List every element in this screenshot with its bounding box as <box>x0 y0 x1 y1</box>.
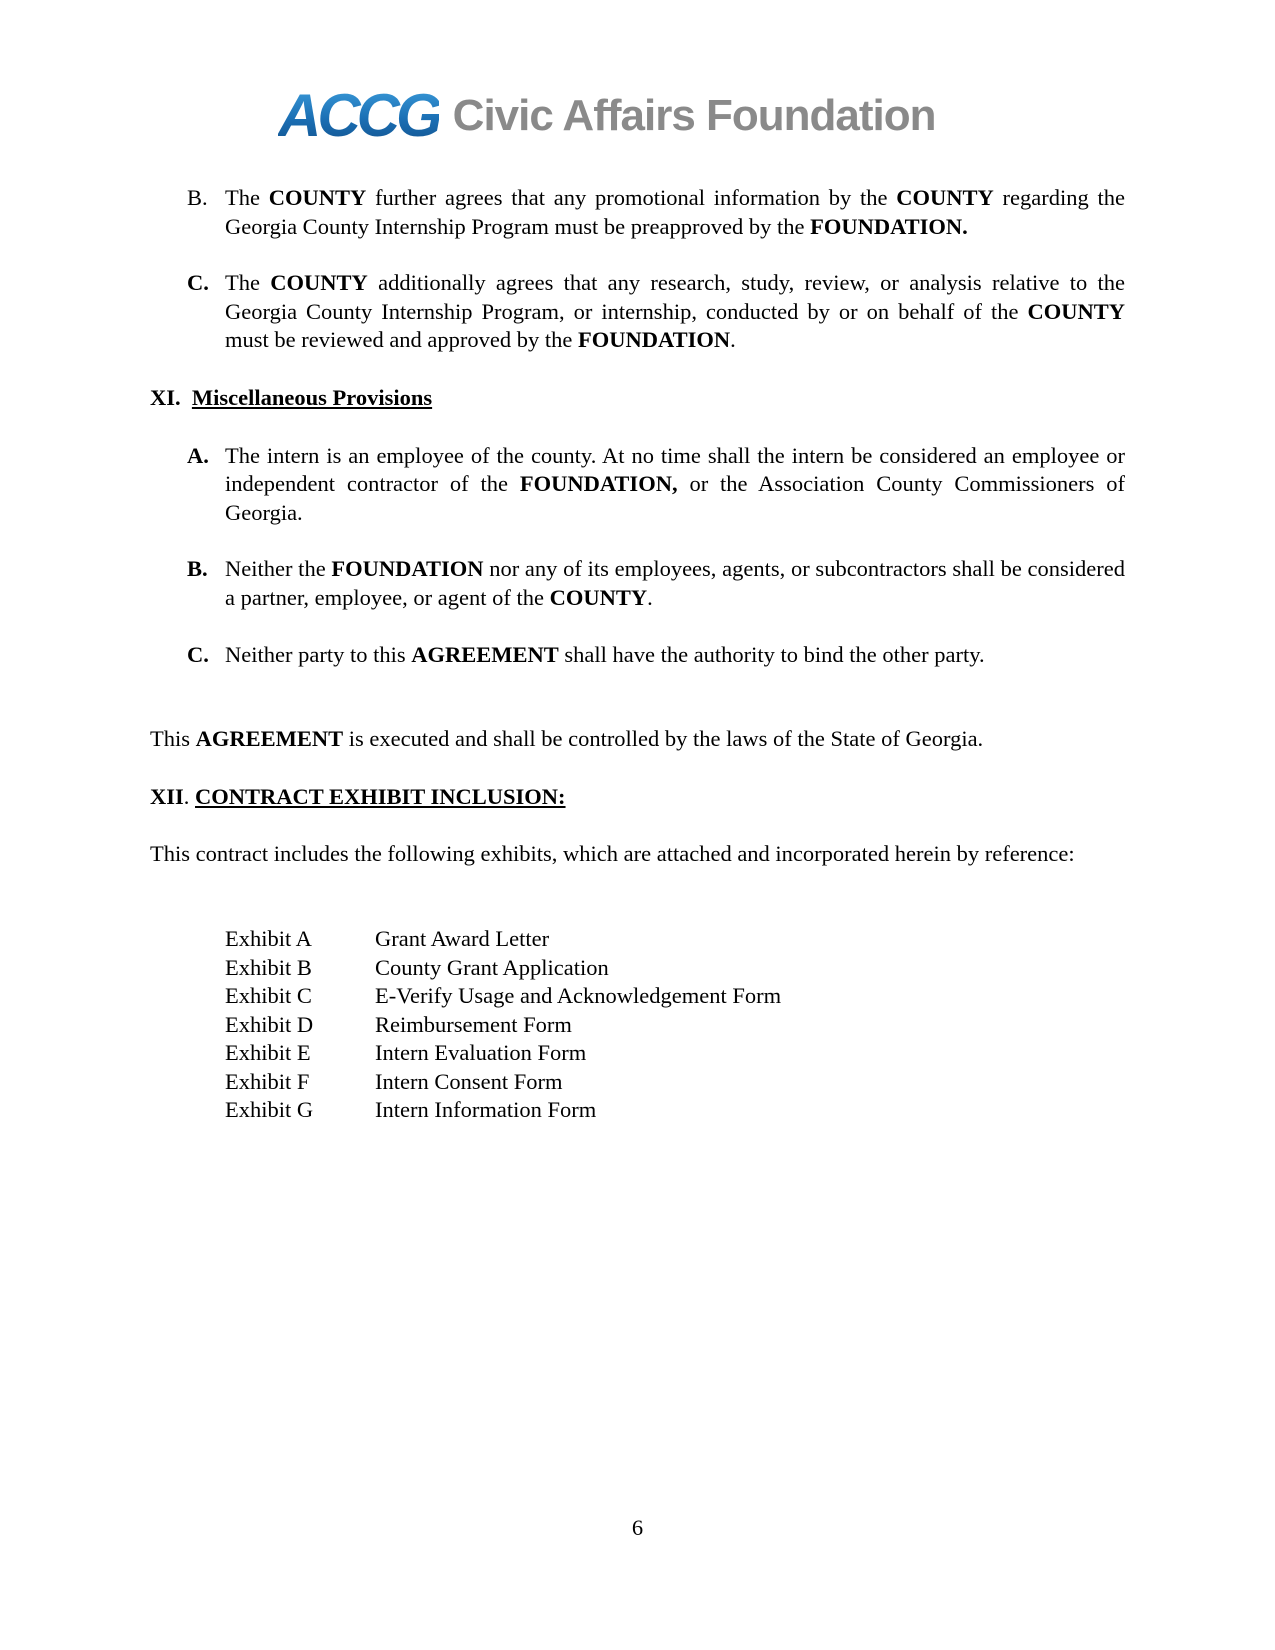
text-run: shall have the authority to bind the other party. <box>558 641 985 667</box>
bold-term: FOUNDATION <box>331 556 484 582</box>
governing-law-paragraph <box>150 725 1125 754</box>
bold-term: FOUNDATION. <box>810 213 968 239</box>
exhibit-row <box>225 1011 1125 1040</box>
exhibit-row <box>225 982 1125 1011</box>
text-run: nor any of its employees, agents, or subcontractors shall be considered a partner, employee, or agent of the <box>225 556 1125 610</box>
section-number: XII <box>150 783 184 809</box>
text-run: or the Association County Commissioners of Georgia. <box>225 471 1126 525</box>
section-title: CONTRACT EXHIBIT INCLUSION: <box>195 783 566 809</box>
exhibit-code: Exhibit E <box>225 1040 311 1066</box>
clause-text <box>225 269 1125 355</box>
section-number: XI. <box>150 384 181 410</box>
text-run: The intern is an employee of the county. At no time shall the intern be considered an employee or independent contractor of the <box>225 442 1125 497</box>
exhibits-intro: This contract includes the following exhibits, which are attached and incorporated herein by reference: <box>150 841 1075 867</box>
text-run: . <box>647 584 653 610</box>
exhibit-row <box>225 1068 1125 1097</box>
exhibit-row <box>225 1096 1125 1125</box>
text-run: further agrees that any promotional information by the <box>366 185 897 210</box>
section-title: Miscellaneous Provisions <box>191 384 433 410</box>
exhibit-row <box>225 954 1125 983</box>
clause-marker: C. <box>187 270 209 296</box>
section-xi-heading <box>150 384 1125 413</box>
exhibit-code: Exhibit C <box>225 983 312 1009</box>
text-run: regarding the Georgia County Internship Program must be preapproved by the <box>225 185 1125 239</box>
clause-text <box>225 641 1125 670</box>
clause-xi-a <box>187 442 1125 528</box>
clause-xi-c <box>187 641 1125 670</box>
clause-x-c <box>187 269 1125 355</box>
logo-mark: ACCG <box>278 82 439 149</box>
clause-text <box>225 555 1125 612</box>
text-run: Neither the <box>225 556 332 582</box>
exhibit-row <box>225 1039 1125 1068</box>
bold-term: COUNTY <box>270 270 368 296</box>
section-xii-heading: XII. CONTRACT EXHIBIT INCLUSION: <box>150 783 566 809</box>
text-run: Neither party to this <box>225 641 412 667</box>
exhibit-name: E-Verify Usage and Acknowledgement Form <box>375 983 782 1009</box>
clause-marker: A. <box>187 442 209 468</box>
bold-term: FOUNDATION, <box>519 471 678 497</box>
exhibit-name: County Grant Application <box>375 954 609 980</box>
bold-term: COUNTY <box>896 185 994 210</box>
exhibit-code: Exhibit B <box>225 954 312 980</box>
exhibit-list <box>225 925 1125 1125</box>
clause-x-b <box>187 184 1125 241</box>
page-number: 6 <box>631 1515 644 1540</box>
exhibit-row <box>225 925 1125 954</box>
bold-term: COUNTY <box>1027 298 1125 324</box>
bold-term: AGREEMENT <box>195 726 344 752</box>
clause-marker: C. <box>187 641 209 667</box>
text-run: The <box>225 185 269 210</box>
text-run: The <box>225 270 271 296</box>
exhibit-name: Grant Award Letter <box>375 925 550 951</box>
clause-xi-b <box>187 555 1125 612</box>
bold-term: COUNTY <box>268 185 367 210</box>
clause-text <box>225 184 1125 241</box>
exhibit-name: Intern Evaluation Form <box>375 1040 587 1066</box>
exhibit-code: Exhibit D <box>225 1011 314 1037</box>
exhibit-name: Intern Consent Form <box>375 1068 563 1094</box>
exhibit-code: Exhibit F <box>225 1068 310 1094</box>
text-run: additionally agrees that any research, study, review, or analysis relative to the Georgia County Internship Program, or internship, conducted by or on behalf of the <box>225 270 1126 324</box>
exhibit-code: Exhibit A <box>225 925 312 951</box>
clause-marker: B. <box>187 556 208 582</box>
exhibit-name: Intern Information Form <box>375 1097 597 1123</box>
text-run: is executed and shall be controlled by the laws of the State of Georgia. <box>343 726 984 752</box>
bold-term: FOUNDATION <box>578 327 731 353</box>
text-run: . <box>730 327 736 353</box>
text-run: must be reviewed and approved by the <box>225 327 579 353</box>
logo <box>278 82 998 149</box>
text-run: This <box>150 726 196 752</box>
document-body <box>150 184 1125 1125</box>
exhibit-name: Reimbursement Form <box>375 1011 572 1037</box>
logo-text: Civic Affairs Foundation <box>452 91 936 140</box>
clause-text <box>225 442 1125 528</box>
exhibit-code: Exhibit G <box>225 1097 314 1123</box>
bold-term: COUNTY <box>549 584 648 610</box>
clause-marker: B. <box>187 185 208 210</box>
bold-term: AGREEMENT <box>411 641 559 667</box>
